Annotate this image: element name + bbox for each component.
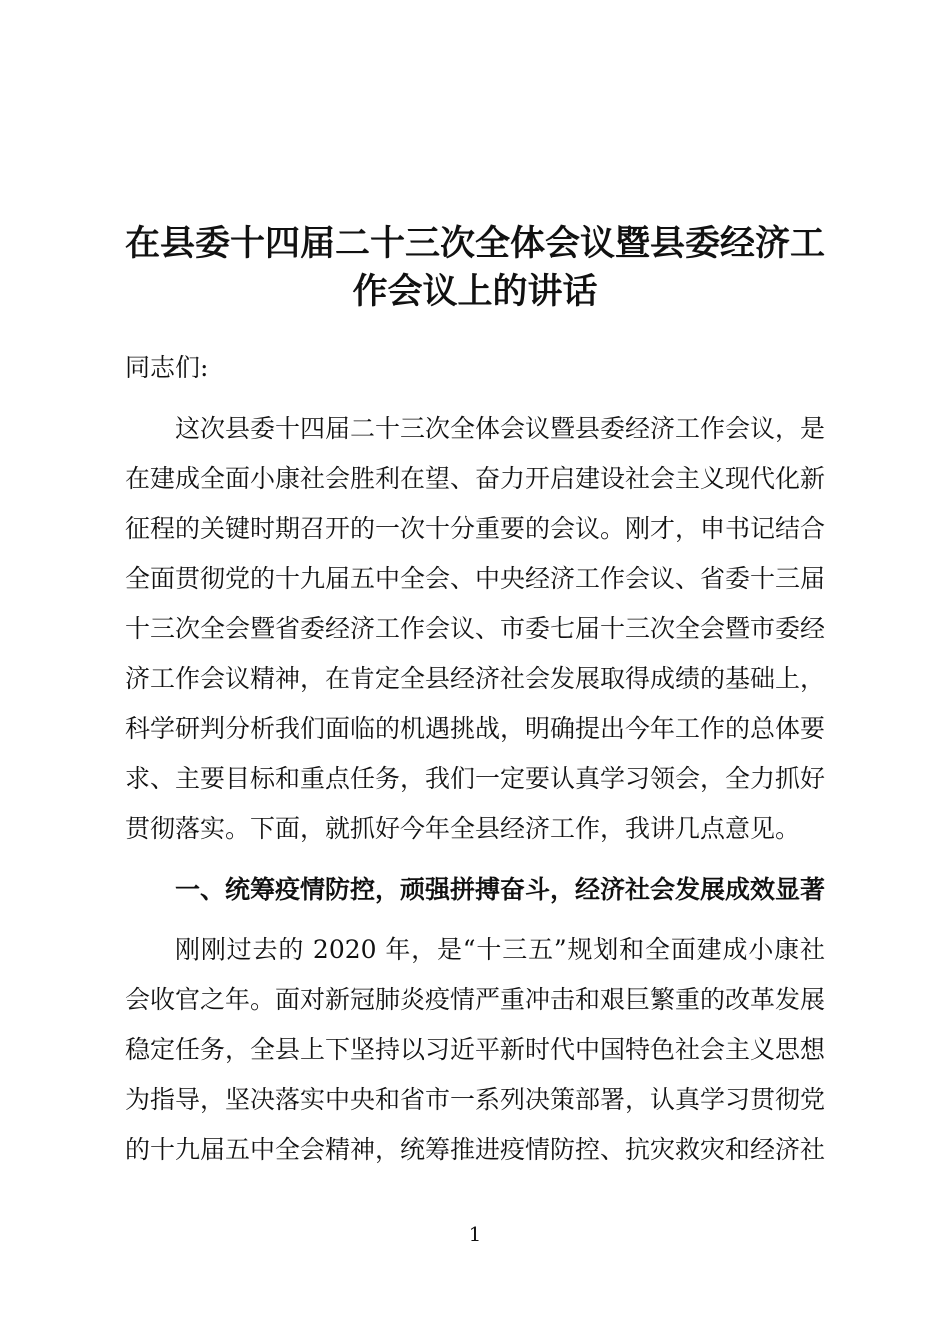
document-title-line-2: 作会议上的讲话	[352, 272, 598, 312]
page-number: 1	[468, 1222, 482, 1246]
document-title-line-1: 在县委十四届二十三次全体会议暨县委经济工	[124, 224, 825, 264]
paragraph-1-line-2: 在建成全面小康社会胜利在望、奋力开启建设社会主义现代化新	[125, 464, 826, 493]
salutation: 同志们:	[125, 353, 209, 382]
paragraph-1-line-5: 十三次全会暨省委经济工作会议、市委七届十三次全会暨市委经	[125, 614, 826, 643]
section-1-heading: 一、统筹疫情防控，顽强拼搏奋斗，经济社会发展成效显著	[175, 875, 826, 904]
paragraph-2-line-2: 会收官之年。面对新冠肺炎疫情严重冲击和艰巨繁重的改革发展	[125, 985, 826, 1014]
paragraph-2-line-3: 稳定任务，全县上下坚持以习近平新时代中国特色社会主义思想	[125, 1035, 826, 1064]
paragraph-2-line-4: 为指导，坚决落实中央和省市一系列决策部署，认真学习贯彻党	[125, 1085, 826, 1114]
paragraph-1-line-7: 科学研判分析我们面临的机遇挑战，明确提出今年工作的总体要	[125, 714, 826, 743]
paragraph-1-line-6: 济工作会议精神，在肯定全县经济社会发展取得成绩的基础上，	[125, 664, 826, 693]
paragraph-1-line-9: 贯彻落实。下面，就抓好今年全县经济工作，我讲几点意见。	[125, 814, 801, 843]
paragraph-1-line-4: 全面贯彻党的十九届五中全会、中央经济工作会议、省委十三届	[125, 564, 826, 593]
paragraph-1-line-3: 征程的关键时期召开的一次十分重要的会议。刚才，申书记结合	[125, 514, 826, 543]
paragraph-1-line-1: 这次县委十四届二十三次全体会议暨县委经济工作会议，是	[175, 414, 826, 443]
paragraph-2-line-5: 的十九届五中全会精神，统筹推进疫情防控、抗灾救灾和经济社	[125, 1135, 826, 1164]
paragraph-2-line-1: 刚刚过去的 2020 年，是“十三五”规划和全面建成小康社	[175, 935, 825, 964]
paragraph-1-line-8: 求、主要目标和重点任务，我们一定要认真学习领会，全力抓好	[125, 764, 826, 793]
